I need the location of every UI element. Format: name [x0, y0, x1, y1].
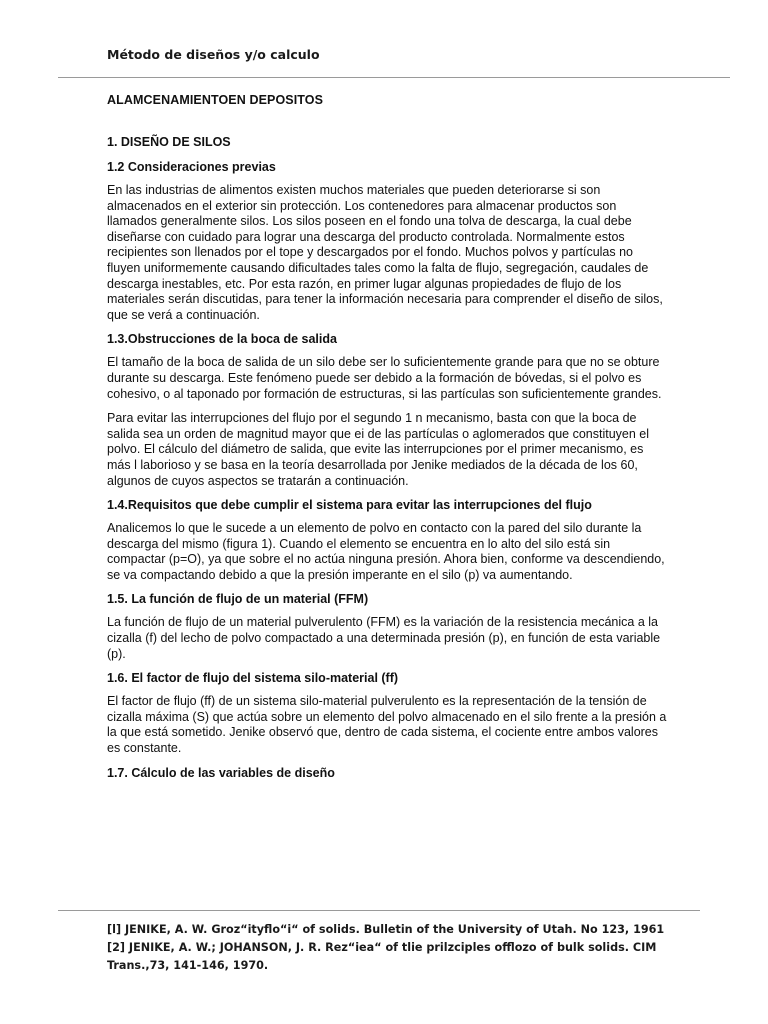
- footnote: [l] JENIKE, A. W. Groz“ityflo“i“ of solids. Bulletin of the University of Utah. No 123, 1961: [107, 923, 665, 936]
- header-divider: [58, 77, 730, 78]
- section: [107, 160, 667, 323]
- section-heading: 1.5. La función de flujo de un material (FFM): [107, 592, 369, 607]
- paragraph: La función de flujo de un material pulverulento (FFM) es la variación de la resistencia mecánica a la cizalla (f) del lecho de polvo compactado a una determinada presión (p), en función de esta variable (p).: [107, 615, 661, 661]
- section: [107, 766, 667, 780]
- sections-container: [107, 160, 667, 789]
- document-title: ALAMCENAMIENTOEN DEPOSITOS: [107, 93, 324, 107]
- document-body: [107, 93, 667, 780]
- section-heading: 1.6. El factor de flujo del sistema silo-material (ff): [107, 671, 399, 686]
- paragraph: Analicemos lo que le sucede a un elemento de polvo en contacto con la pared del silo durante la descarga del mismo (figura 1). Cuando el elemento se encuentra en lo alto del silo está sin compactar (p=O), ya que sobre el no actúa ninguna presión. Ahora bien, conforme va descendiendo, se va compactando debido a que la presión imperante en el silo (p) va aumentando.: [107, 521, 665, 582]
- paragraph: El factor de flujo (ff) de un sistema silo-material pulverulento es la representación de la tensión de cizalla máxima (S) que actúa sobre un elemento del polvo almacenado en el silo frente a la presión a la que está sometido. Jenike observó que, dentro de cada sistema, el cociente entre ambos valores es constante.: [107, 694, 667, 756]
- footnotes: [107, 921, 667, 975]
- page-header: Método de diseños y/o calculo: [107, 47, 320, 62]
- section-heading-1: 1. DISEÑO DE SILOS: [107, 135, 231, 149]
- section-heading: 1.3.Obstrucciones de la boca de salida: [107, 332, 337, 347]
- footnote: [2] JENIKE, A. W.; JOHANSON, J. R. Rez“iea“ of tlie prilzciples offlozo of bulk solids. CIM Trans.,73, 141-146, 1970.: [107, 941, 657, 972]
- footnote-divider: [58, 910, 700, 911]
- paragraph: Para evitar las interrupciones del flujo por el segundo 1 n mecanismo, basta con que la boca de salida sea un orden de magnitud mayor que ei de las partículas o aglomerados que constituyen el polvo. El cálculo del diámetro de salida, que evite las interrupciones por el primer mecanismo, es más l laborioso y se basa en la teoría desarrollada por Jenike mediados de la década de los 60, algunos de cuyos aspectos se tratarán a continuación.: [107, 411, 650, 488]
- section-heading: 1.4.Requisitos que debe cumplir el sistema para evitar las interrupciones del flujo: [107, 498, 592, 513]
- paragraph: En las industrias de alimentos existen muchos materiales que pueden deteriorarse si son almacenados en el exterior sin protección. Los contenedores para almacenar productos son llamados generalmente silos. Los silos poseen en el fondo una tolva de descarga, la cual debe diseñarse con cuidado para lograr una descarga del producto controlada. Normalmente estos recipientes son llenados por el tope y descargados por el fondo. Muchos polvos y partículas no fluyen uniformemente causando dificultades tales como la falta de flujo, segregación, caudales de descarga inestables, etc. Por esta razón, en primer lugar algunas propiedades de flujo de los materiales serán discutidas, para tener la información necesaria para comprender el diseño de silos, que se verá a continuación.: [107, 183, 663, 322]
- section-heading: 1.2 Consideraciones previas: [107, 160, 276, 174]
- paragraph: El tamaño de la boca de salida de un silo debe ser lo suficientemente grande para que no se obture durante su descarga. Este fenómeno puede ser debido a la formación de bóvedas, si el polvo es cohesivo, o al taponado por formación de estructuras, si las partículas son suficientemente grandes.: [107, 355, 662, 401]
- section: [107, 592, 667, 662]
- section: [107, 498, 667, 583]
- section-heading: 1.7. Cálculo de las variables de diseño: [107, 765, 335, 780]
- section: [107, 332, 667, 489]
- section: [107, 671, 667, 756]
